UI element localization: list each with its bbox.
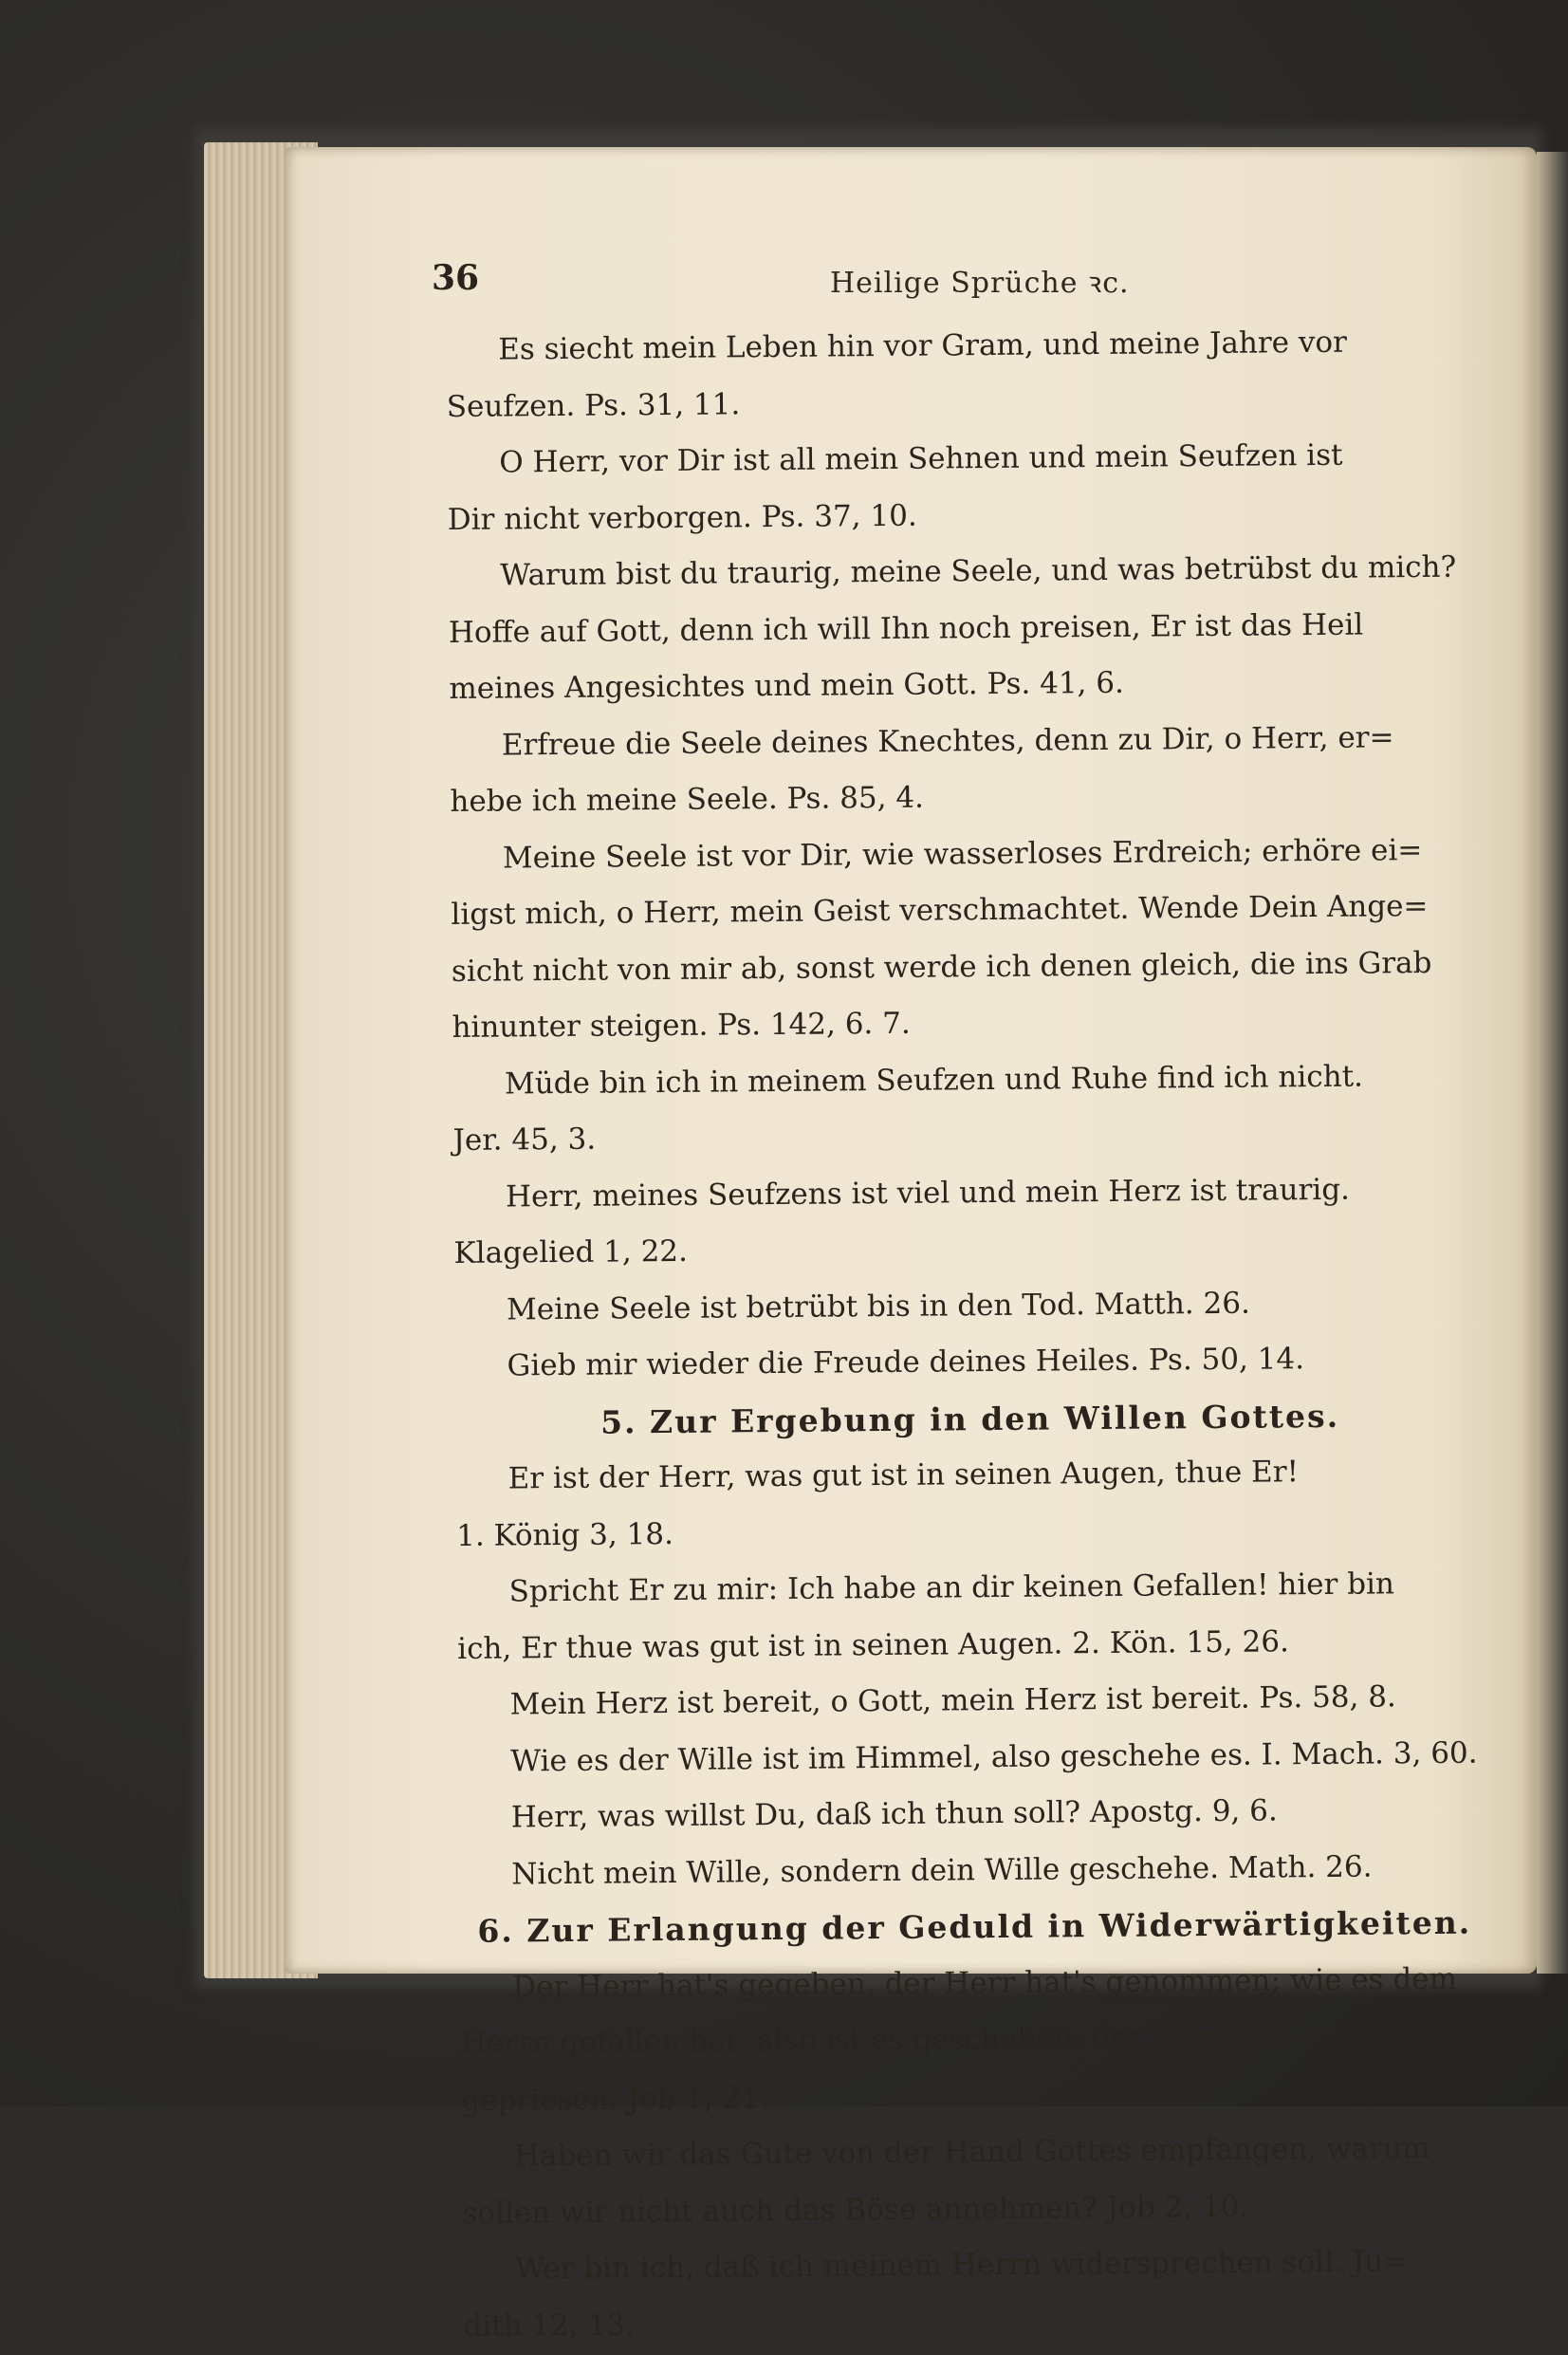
text-line: Spricht Er zu mir: Ich habe an dir keinen Gefallen! hier bin xyxy=(508,1567,1395,1609)
text-line: ligst mich, o Herr, mein Geist verschmachtet. Wende Dein Ange= xyxy=(451,888,1429,932)
text-line: 1. König 3, 18. xyxy=(455,1516,674,1553)
text-line: Dir nicht verborgen. Ps. 37, 10. xyxy=(447,498,917,537)
text-line: Gieb mir wieder die Freude deines Heiles. Ps. 50, 14. xyxy=(507,1342,1305,1383)
text-line: Haben wir das Gute von der Hand Gottes empfangen, warum xyxy=(513,2131,1430,2174)
page-gutter-curl xyxy=(1537,152,1568,1974)
text-line: Herr, was willst Du, daß ich thun soll? Apostg. 9, 6. xyxy=(510,1793,1278,1835)
text-line: Klagelied 1, 22. xyxy=(453,1233,689,1270)
text-line: Wer bin ich, daß ich meinem Herrn widersprechen soll. Ju= xyxy=(514,2244,1409,2287)
text-line: Hoffe auf Gott, denn ich will Ihn noch preisen, Er ist das Heil xyxy=(448,607,1364,650)
section-heading: 6. Zur Erlangung der Geduld in Widerwärtigkeiten. xyxy=(477,1903,1472,1950)
text-line: Der Herr hat's gegeben, der Herr hat's genommen; wie es dem xyxy=(512,1961,1458,2004)
text-line: Seufzen. Ps. 31, 11. xyxy=(446,386,741,424)
text-line: meines Angesichtes und mein Gott. Ps. 41, 6. xyxy=(449,665,1125,706)
text-line: sicht nicht von mir ab, sonst werde ich denen gleich, die ins Grab xyxy=(451,945,1432,989)
text-line: Herr, meines Seufzens ist viel und mein Herz ist traurig. xyxy=(505,1172,1351,1214)
text-line: Nicht mein Wille, sondern dein Wille geschehe. Math. 26. xyxy=(511,1849,1373,1891)
text-line: Meine Seele ist vor Dir, wie wasserloses Erdreich; erhöre ei= xyxy=(502,832,1423,875)
text-line: Herrn gefallen hat, also ist es geschehen: der Name des Herrn sey xyxy=(460,2017,1459,2061)
text-line: gepriesen. Job 1, 21. xyxy=(461,2080,770,2118)
text-line: O Herr, vor Dir ist all mein Sehnen und mein Seufzen ist xyxy=(499,437,1343,480)
page-header xyxy=(432,258,1475,315)
text-line: ich, Er thue was gut ist in seinen Augen. 2. Kön. 15, 26. xyxy=(457,1623,1290,1666)
text-line: Jer. 45, 3. xyxy=(452,1122,597,1158)
text-line: Er ist der Herr, was gut ist in seinen Augen, thue Er! xyxy=(507,1455,1300,1496)
text-line: Warum bist du traurig, meine Seele, und was betrübst du mich? xyxy=(500,549,1457,593)
text-line: Meine Seele ist betrübt bis in den Tod. Matth. 26. xyxy=(506,1286,1251,1326)
text-line: Erfreue die Seele deines Knechtes, denn zu Dir, o Herr, er= xyxy=(501,719,1394,763)
page-body-text xyxy=(446,314,1493,2355)
text-line: Müde bin ich in meinem Seufzen und Ruhe find ich nicht. xyxy=(504,1059,1364,1101)
text-line: Es siecht mein Leben hin vor Gram, und meine Jahre vor xyxy=(498,325,1348,367)
text-line: hinunter steigen. Ps. 142, 6. 7. xyxy=(452,1006,911,1045)
section-heading: 5. Zur Ergebung in den Willen Gottes. xyxy=(600,1397,1340,1441)
text-line: Wie es der Wille ist im Himmel, also geschehe es. I. Mach. 3, 60. xyxy=(510,1735,1478,1778)
page-number: 36 xyxy=(432,258,480,298)
text-line: sollen wir nicht auch das Böse annehmen? Job 2, 10. xyxy=(462,2189,1249,2231)
text-line: Mein Herz ist bereit, o Gott, mein Herz ist bereit. Ps. 58, 8. xyxy=(509,1679,1396,1722)
text-line: hebe ich meine Seele. Ps. 85, 4. xyxy=(450,780,925,819)
running-title: Heilige Sprüche ꝛc. xyxy=(830,267,1130,300)
text-line: dith 12, 13. xyxy=(463,2307,636,2344)
